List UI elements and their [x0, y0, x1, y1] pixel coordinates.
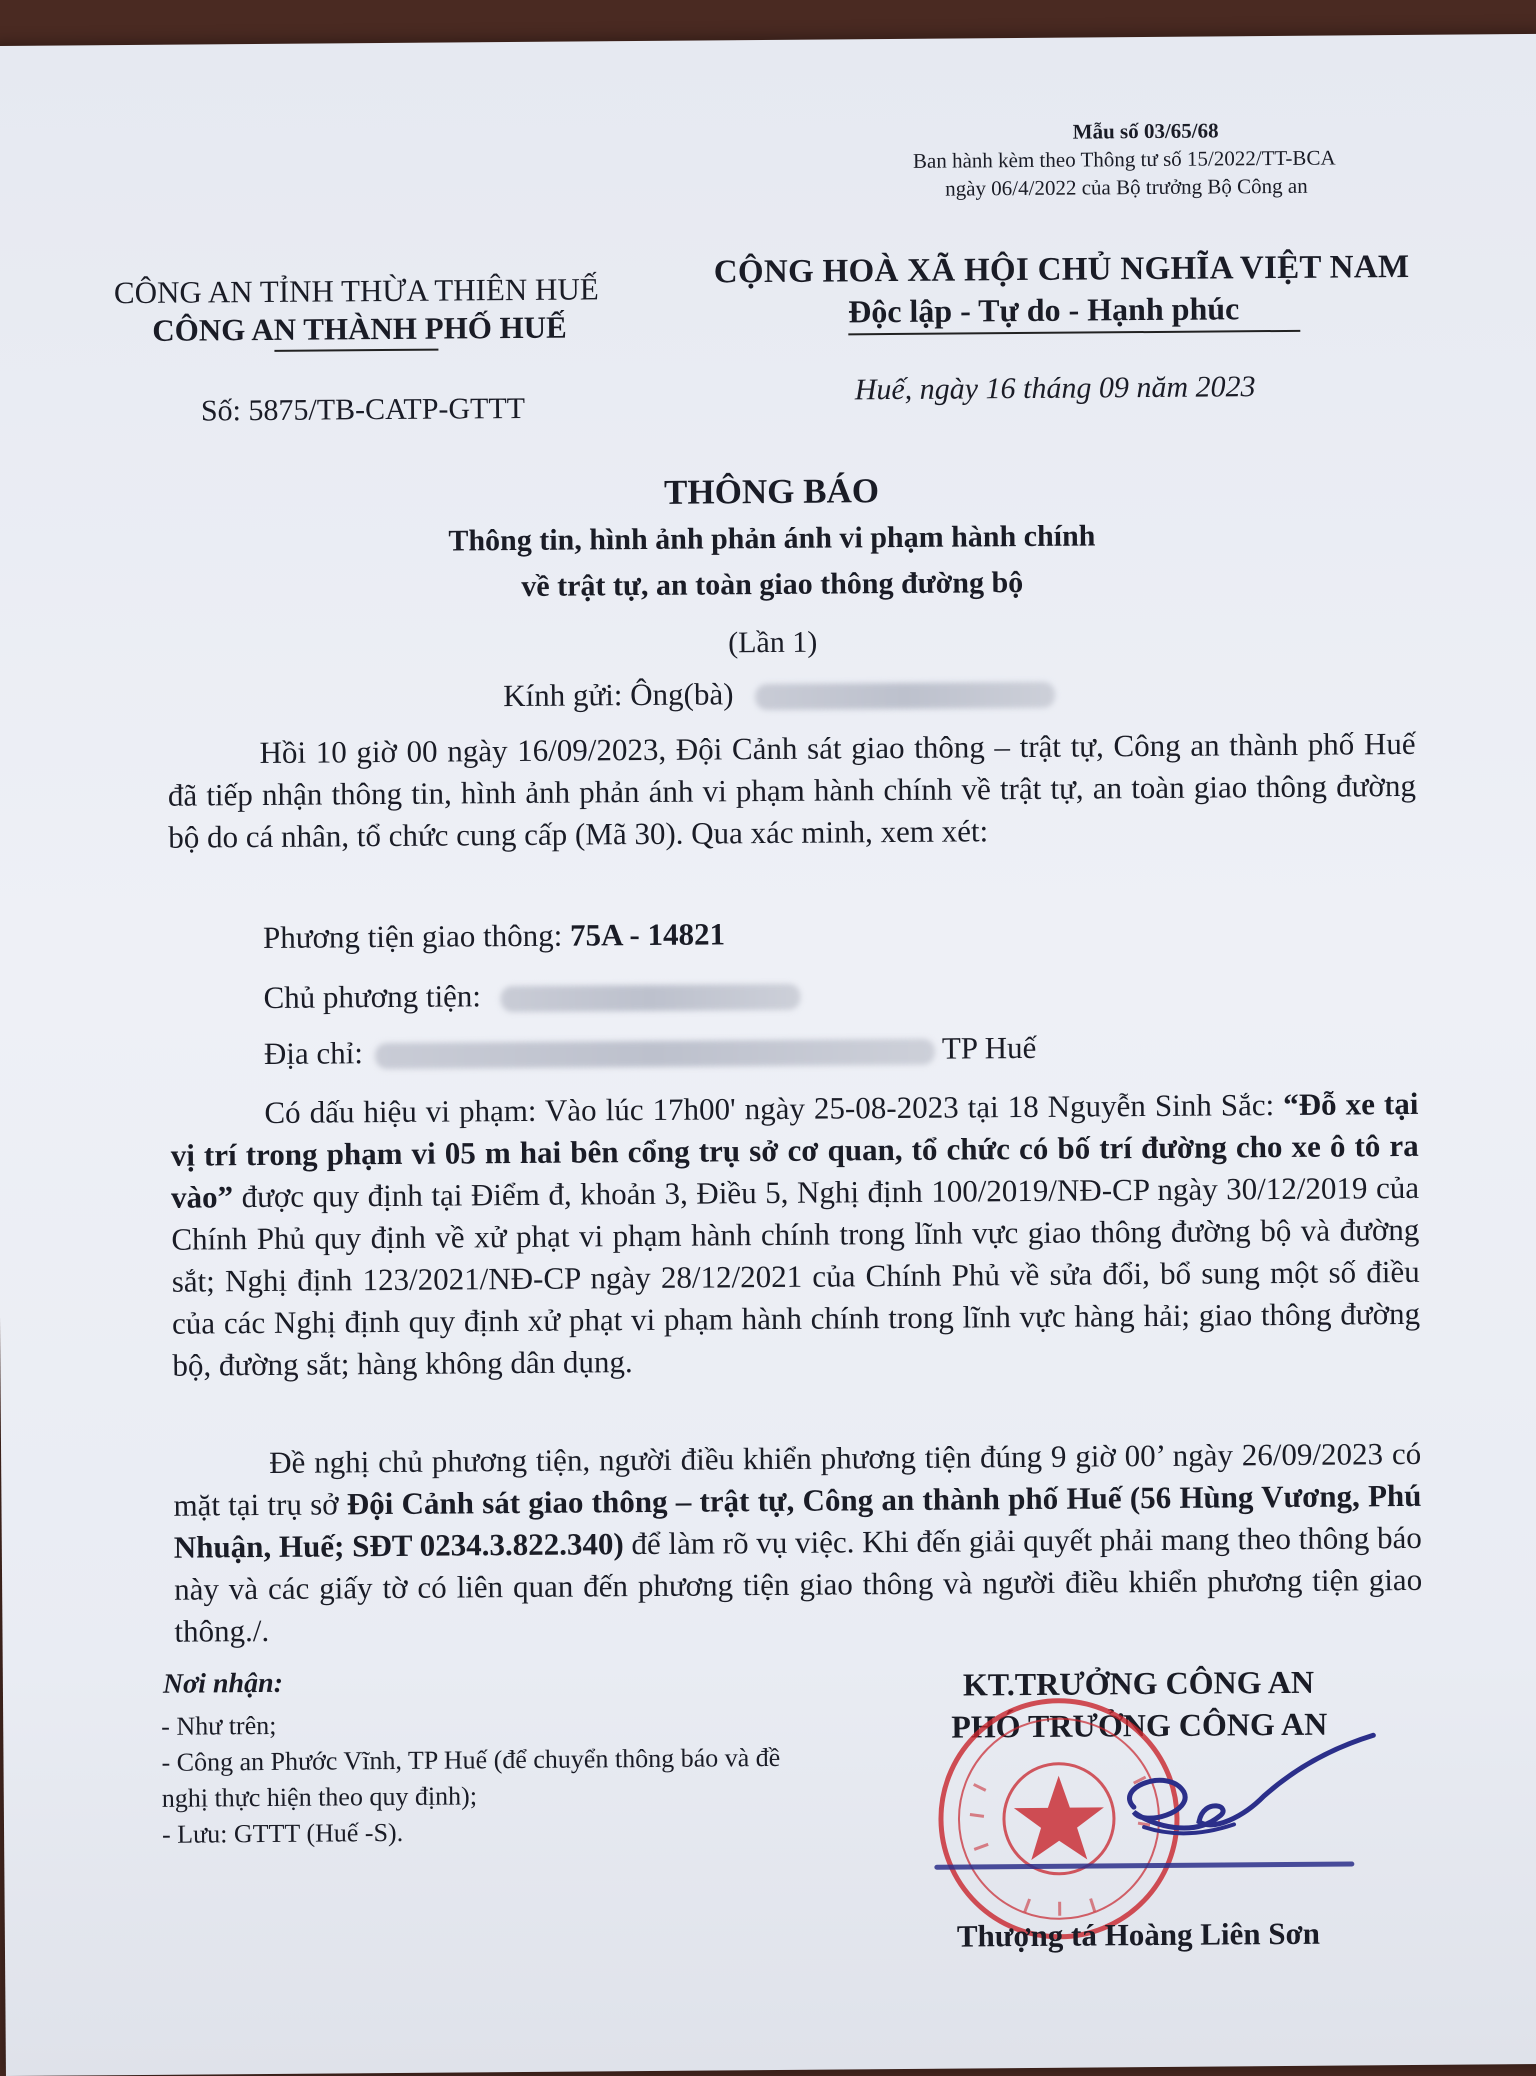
body-paragraph-2	[170, 1083, 1420, 1387]
form-issued-line1: Ban hành kèm theo Thông tư số 15/2022/TT-BCA	[913, 146, 1336, 174]
national-motto: Độc lập - Tự do - Hạnh phúc	[848, 290, 1239, 330]
document-number: Số: 5875/TB-CATP-GTTT	[201, 392, 525, 429]
signer-title-2: PHÓ TRƯỞNG CÔNG AN	[951, 1706, 1327, 1746]
request-end: để làm rõ vụ việc. Khi đến giải quyết phải mang theo thông báo này và các giấy tờ có liên quan đến phương tiện giao thông và người điều khiển phương tiện giao thông./.	[174, 1520, 1422, 1649]
document-subtitle-line2: về trật tự, an toàn giao thông đường bộ	[0, 562, 1536, 608]
violation-description: “Đỗ xe tại vị trí trong phạm vi 05 m hai bên cổng trụ sở cơ quan, tổ chức có bố trí đường cho xe ô tô ra vào”	[171, 1086, 1419, 1215]
owner-label: Chủ phương tiện:	[263, 978, 481, 1015]
agency-name: CÔNG AN THÀNH PHỐ HUẾ	[152, 310, 567, 349]
recipients-title: Nơi nhận:	[163, 1668, 283, 1701]
vehicle-field	[263, 916, 725, 956]
request-intro: Đề nghị chủ phương tiện, người điều khiển phương tiện đúng 9 giờ 00’ ngày 26/09/2023 có mặt tại trụ sở	[173, 1436, 1421, 1523]
vehicle-plate: 75A - 14821	[570, 916, 725, 952]
recipient-item: - Như trên;	[161, 1704, 831, 1745]
body-paragraph-1: Hồi 10 giờ 00 ngày 16/09/2023, Đội Cảnh sát giao thông – trật tự, Công an thành phố Huế đã tiếp nhận thông tin, hình ảnh phản ánh vi phạm hành chính về trật tự, an toàn giao thông đường bộ do cá nhân, tổ chức cung cấp (Mã 30). Qua xác minh, xem xét:	[167, 723, 1416, 859]
document-subtitle-line1: Thông tin, hình ảnh phản ánh vi phạm hành chính	[0, 516, 1536, 562]
document-page	[0, 34, 1536, 2076]
signer-title-1: KT.TRƯỞNG CÔNG AN	[963, 1664, 1314, 1704]
recipient-item: - Công an Phước Vĩnh, TP Huế (để chuyển thông báo và đề nghị thực hiện theo quy định);	[161, 1740, 832, 1817]
recipients-list	[161, 1704, 832, 1853]
office-address: Đội Cảnh sát giao thông – trật tự, Công an thành phố Huế (56 Hùng Vương, Phú Nhuận, Huế; SĐT 0234.3.822.340)	[174, 1478, 1422, 1565]
redacted-name	[755, 682, 1055, 710]
date-place: Huế, ngày 16 tháng 09 năm 2023	[855, 370, 1256, 407]
recipient-item: - Lưu: GTTT (Huế -S).	[162, 1812, 832, 1853]
vehicle-label: Phương tiện giao thông:	[263, 918, 563, 955]
body-paragraph-3	[173, 1433, 1423, 1653]
address-field	[264, 1030, 1037, 1072]
owner-field	[263, 976, 801, 1016]
motto-underline	[848, 330, 1300, 336]
form-number: Mẫu số 03/65/68	[1073, 118, 1219, 144]
redacted-owner	[501, 984, 801, 1012]
address-label: Địa chỉ:	[264, 1035, 363, 1071]
form-issued-line2: ngày 06/4/2022 của Bộ trưởng Bộ Công an	[945, 174, 1308, 202]
agency-underline	[274, 349, 438, 352]
country-name: CỘNG HOÀ XÃ HỘI CHỦ NGHĨA VIỆT NAM	[714, 249, 1410, 291]
redacted-address	[375, 1039, 935, 1069]
notice-times: (Lần 1)	[0, 620, 1536, 666]
violation-legal-basis: được quy định tại Điểm đ, khoản 3, Điều 5, Nghị định 100/2019/NĐ-CP ngày 30/12/2019 của Chính Phủ quy định về xử phạt vi phạm hành chính trong lĩnh vực giao thông đường bộ và đường sắt; Nghị định 123/2021/NĐ-CP ngày 28/12/2021 của Chính Phủ về sửa đổi, bổ sung một số điều của các Nghị định quy định xử phạt vi phạm hành chính trong lĩnh vực hàng hải; giao thông đường bộ, đường sắt; hàng không dân dụng.	[171, 1170, 1420, 1383]
address-city: TP Huế	[942, 1030, 1037, 1066]
signer-name: Thượng tá Hoàng Liên Sơn	[957, 1916, 1320, 1955]
violation-intro: Có dấu hiệu vi phạm: Vào lúc 17h00' ngày 25-08-2023 tại 18 Nguyễn Sinh Sắc:	[264, 1087, 1283, 1130]
document-title: THÔNG BÁO	[0, 466, 1536, 518]
agency-parent: CÔNG AN TỈNH THỪA THIÊN HUẾ	[114, 271, 599, 311]
recipient-line	[503, 674, 1055, 714]
recipient-label: Kính gửi: Ông(bà)	[503, 676, 734, 713]
